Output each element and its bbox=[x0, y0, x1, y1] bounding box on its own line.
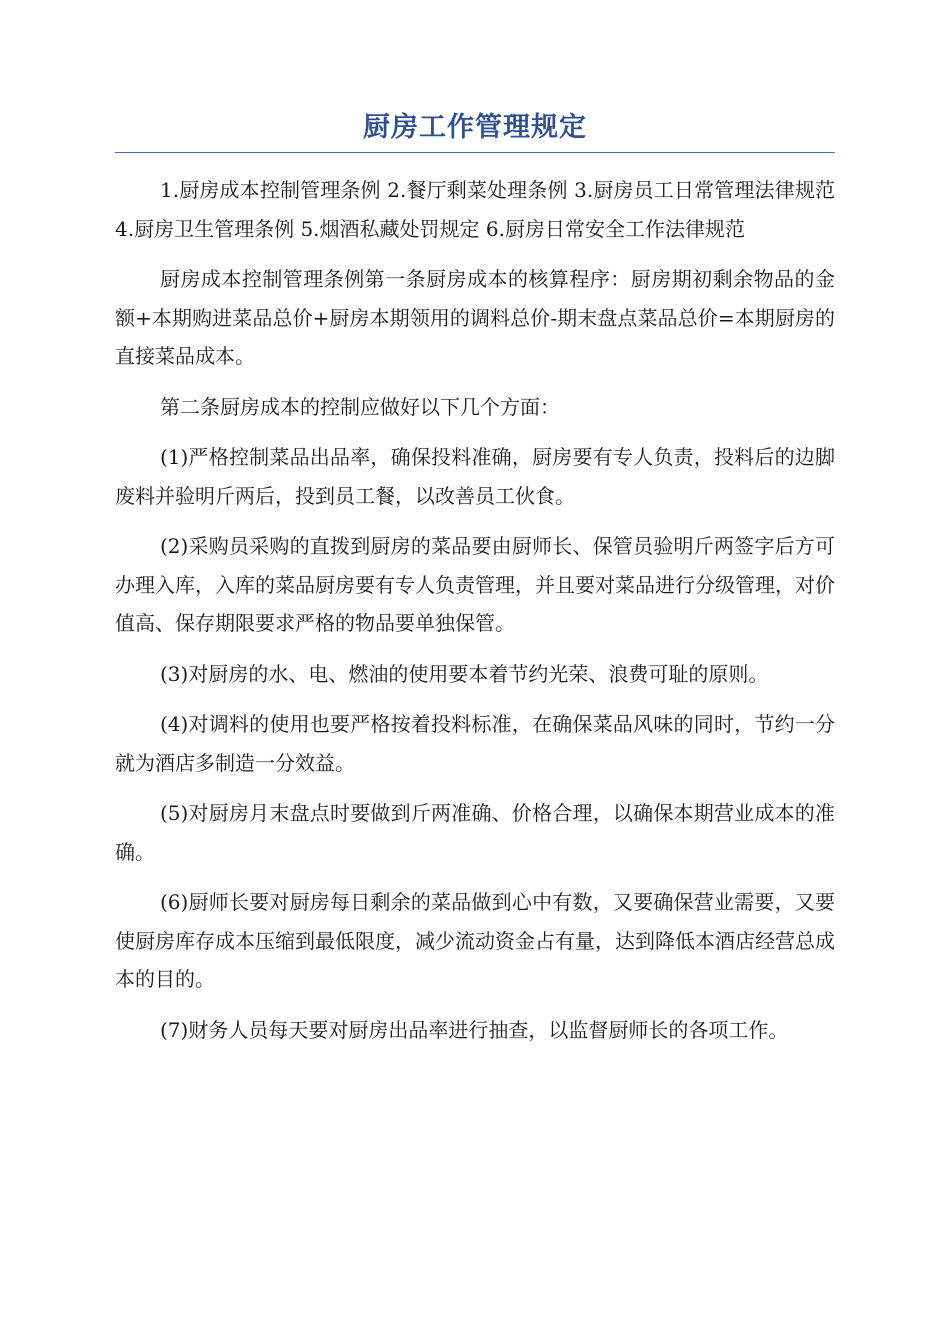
paragraph-item-5: (5)对厨房月末盘点时要做到斤两准确、价格合理，以确保本期营业成本的准确。 bbox=[115, 801, 835, 864]
paragraph-article-1: 厨房成本控制管理条例第一条厨房成本的核算程序：厨房期初剩余物品的金额+本期购进菜品总价+厨房本期领用的调料总价-期末盘点菜品总价=本期厨房的直接菜品成本。 bbox=[115, 267, 835, 368]
paragraph-item-3: (3)对厨房的水、电、燃油的使用要本着节约光荣、浪费可耻的原则。 bbox=[160, 661, 769, 686]
paragraph-article-2: 第二条厨房成本的控制应做好以下几个方面： bbox=[160, 394, 560, 419]
paragraph-item-6: (6)厨师长要对厨房每日剩余的菜品做到心中有数，又要确保营业需要，又要使厨房库存成本压缩到最低限度，减少流动资金占有量，达到降低本酒店经营总成本的目的。 bbox=[115, 890, 835, 991]
paragraph-item-2: (2)采购员采购的直拨到厨房的菜品要由厨师长、保管员验明斤两签字后方可办理入库，入库的菜品厨房要有专人负责管理，并且要对菜品进行分级管理，对价值高、保存期限要求严格的物品要单独保管。 bbox=[115, 534, 835, 635]
document-page bbox=[115, 108, 835, 1061]
paragraph-item-7: (7)财务人员每天要对厨房出品率进行抽查，以监督厨师长的各项工作。 bbox=[160, 1017, 789, 1042]
paragraph-toc: 1.厨房成本控制管理条例 2.餐厅剩菜处理条例 3.厨房员工日常管理法律规范 4.厨房卫生管理条例 5.烟酒私藏处罚规定 6.厨房日常安全工作法律规范 bbox=[115, 178, 835, 241]
paragraph-item-4: (4)对调料的使用也要严格按着投料标准，在确保菜品风味的同时，节约一分就为酒店多制造一分效益。 bbox=[115, 712, 835, 775]
paragraph-item-1: (1)严格控制菜品出品率，确保投料准确，厨房要有专人负责，投料后的边脚废料并验明斤两后，投到员工餐，以改善员工伙食。 bbox=[115, 445, 835, 508]
page-title: 厨房工作管理规定 bbox=[115, 108, 835, 153]
